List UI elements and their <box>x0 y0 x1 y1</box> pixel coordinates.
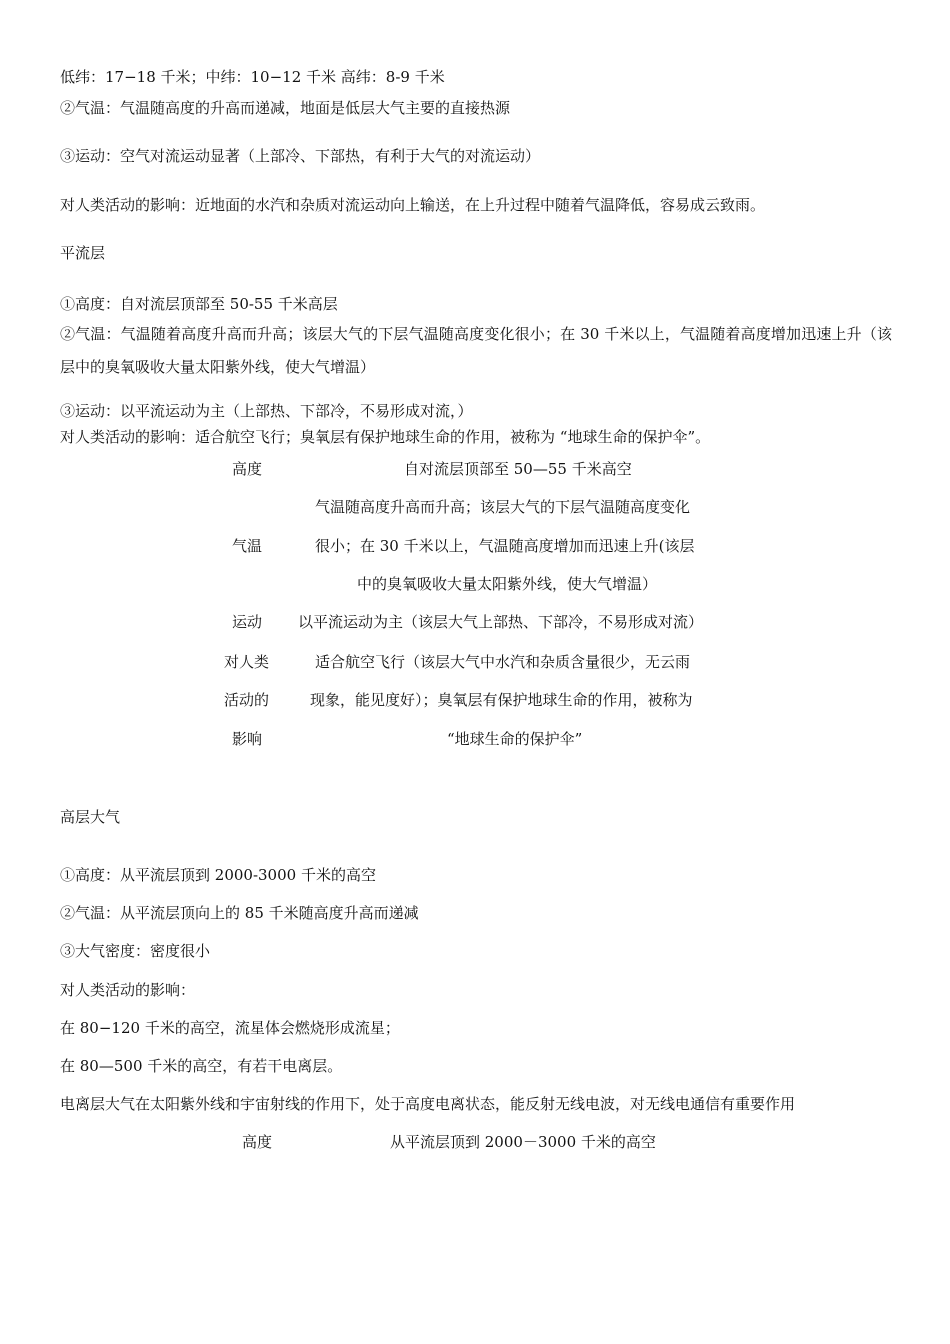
upper-atmosphere-density-text: ③大气密度：密度很小 <box>60 942 211 960</box>
table-height-value: 自对流层顶部至 50—55 千米高空 <box>404 460 632 478</box>
upper-atmosphere-temperature-text: ②气温：从平流层顶向上的 85 千米随高度升高而递减 <box>60 904 419 922</box>
upper-atmosphere-impact-title: 对人类活动的影响： <box>60 981 196 999</box>
upper-table-height-label: 高度 <box>242 1133 273 1151</box>
upper-table-height-value: 从平流层顶到 2000－3000 千米的高空 <box>390 1133 656 1151</box>
table-height-label: 高度 <box>232 460 263 478</box>
table-temperature-value-line2: 很小；在 30 千米以上，气温随高度增加而迅速上升(该层 <box>315 537 695 555</box>
stratosphere-impact-text: 对人类活动的影响：适合航空飞行；臭氧层有保护地球生命的作用，被称为 “地球生命的保护伞”。 <box>60 428 711 446</box>
upper-atmosphere-heading: 高层大气 <box>60 808 121 826</box>
troposphere-thickness-text: 低纬：17−18 千米；中纬：10−12 千米 高纬：8-9 千米 <box>60 68 445 86</box>
table-temperature-label: 气温 <box>232 537 263 555</box>
table-motion-label: 运动 <box>232 613 263 631</box>
table-impact-value-line2: 现象，能见度好）；臭氧层有保护地球生命的作用，被称为 <box>310 691 693 709</box>
upper-atmosphere-ionosphere-effect-text: 电离层大气在太阳紫外线和宇宙射线的作用下，处于高度电离状态，能反射无线电波，对无线电通信有重要作用 <box>60 1095 796 1113</box>
table-impact-label-line2: 活动的 <box>224 691 270 709</box>
table-impact-value-line1: 适合航空飞行（该层大气中水汽和杂质含量很少，无云雨 <box>315 653 691 671</box>
stratosphere-motion-text: ③运动：以平流运动为主（上部热、下部冷，不易形成对流，） <box>60 402 473 420</box>
table-impact-label-line1: 对人类 <box>224 653 270 671</box>
upper-atmosphere-height-text: ①高度：从平流层顶到 2000-3000 千米的高空 <box>60 866 376 884</box>
table-temperature-value-line3: 中的臭氧吸收大量太阳紫外线，使大气增温） <box>357 575 658 593</box>
stratosphere-heading: 平流层 <box>60 244 106 262</box>
upper-atmosphere-ionosphere-text: 在 80—500 千米的高空，有若干电离层。 <box>60 1057 343 1075</box>
stratosphere-height-text: ①高度：自对流层顶部至 50-55 千米高层 <box>60 295 338 313</box>
table-temperature-value-line1: 气温随高度升高而升高；该层大气的下层气温随高度变化 <box>315 498 691 516</box>
upper-atmosphere-meteor-text: 在 80−120 千米的高空，流星体会燃烧形成流星； <box>60 1019 400 1037</box>
troposphere-motion-text: ③运动：空气对流运动显著（上部冷、下部热，有利于大气的对流运动） <box>60 147 541 165</box>
troposphere-impact-text: 对人类活动的影响：近地面的水汽和杂质对流运动向上输送，在上升过程中随着气温降低，容易成云致雨。 <box>60 196 766 214</box>
table-impact-label-line3: 影响 <box>232 730 263 748</box>
stratosphere-temperature-text: ②气温：气温随着高度升高而升高；该层大气的下层气温随高度变化很小；在 30 千米以上，气温随着高度增加迅速上升（该层中的臭氧吸收大量太阳紫外线，使大气增温） <box>60 325 892 376</box>
table-motion-value: 以平流运动为主（该层大气上部热、下部冷，不易形成对流） <box>298 613 704 631</box>
table-impact-value-line3: “地球生命的保护伞” <box>447 730 583 748</box>
troposphere-temperature-text: ②气温：气温随高度的升高而递减，地面是低层大气主要的直接热源 <box>60 99 511 117</box>
